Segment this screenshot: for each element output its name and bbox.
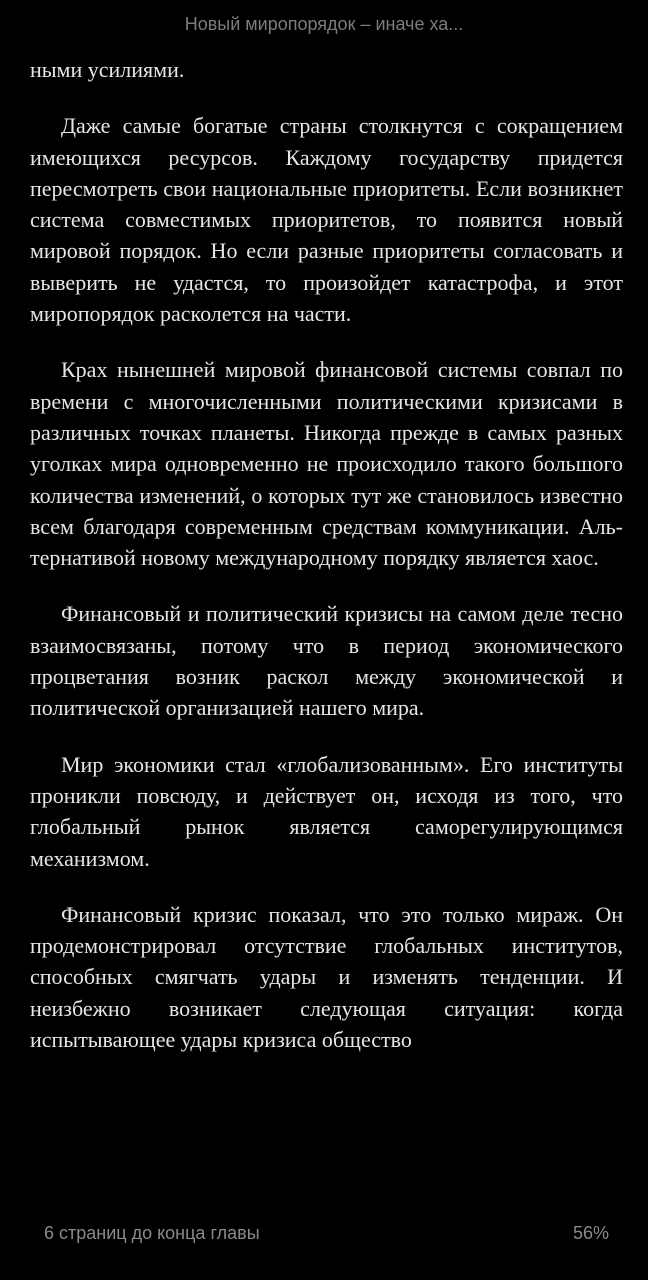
paragraph-4: Финансовый и политический кризисы на самом деле тесно взаимосвязаны, потому что в период экономического процветания возник раскол между экономической и политической организацией нашего мира. xyxy=(30,601,623,721)
paragraph-3: Крах нынешней мировой финансовой системы совпал по времени с многочисленными политическими кризисами в различных точках планеты. Никогда прежде в самых разных уголках мира одновременно не происходило такого большого количества изменений, о которых тут же становилось известно всем благодаря современным средствам коммуникации. Альтернативой новому международному порядку является хаос. xyxy=(30,357,623,571)
paragraph-6: Финансовый кризис показал, что это только мираж. Он продемонстрировал отсутствие глобальных институтов, способных смягчать удары и изменять тенденции. И неизбежно возникает следующая ситуация: когда испытывающее удары кризиса общество xyxy=(30,901,623,1053)
page-text[interactable] xyxy=(30,54,623,1164)
book-title[interactable]: Новый миропорядок – иначе ха... xyxy=(184,14,464,34)
reading-progress: 56% xyxy=(572,1223,609,1243)
paragraph-1: ными усилиями. xyxy=(30,57,185,82)
paragraph-5: Мир экономики стал «глобализованным». Его институты проникли повсюду, и действует он, исходя из того, что глобальный рынок является саморегулирующимся механизмом. xyxy=(30,751,623,871)
pages-left-label: 6 страниц до конца главы xyxy=(44,1223,260,1243)
paragraph-2: Даже самые богатые страны столкнутся с сокращением имеющихся ресурсов. Каждому государству придется пересмотреть свои национальные приоритеты. Если возникнет система совместимых приоритетов, то появится новый мировой порядок. Но если разные приоритеты согласовать и выверить не удастся, то произойдет катастрофа, и этот миропорядок расколется на части. xyxy=(30,113,623,327)
